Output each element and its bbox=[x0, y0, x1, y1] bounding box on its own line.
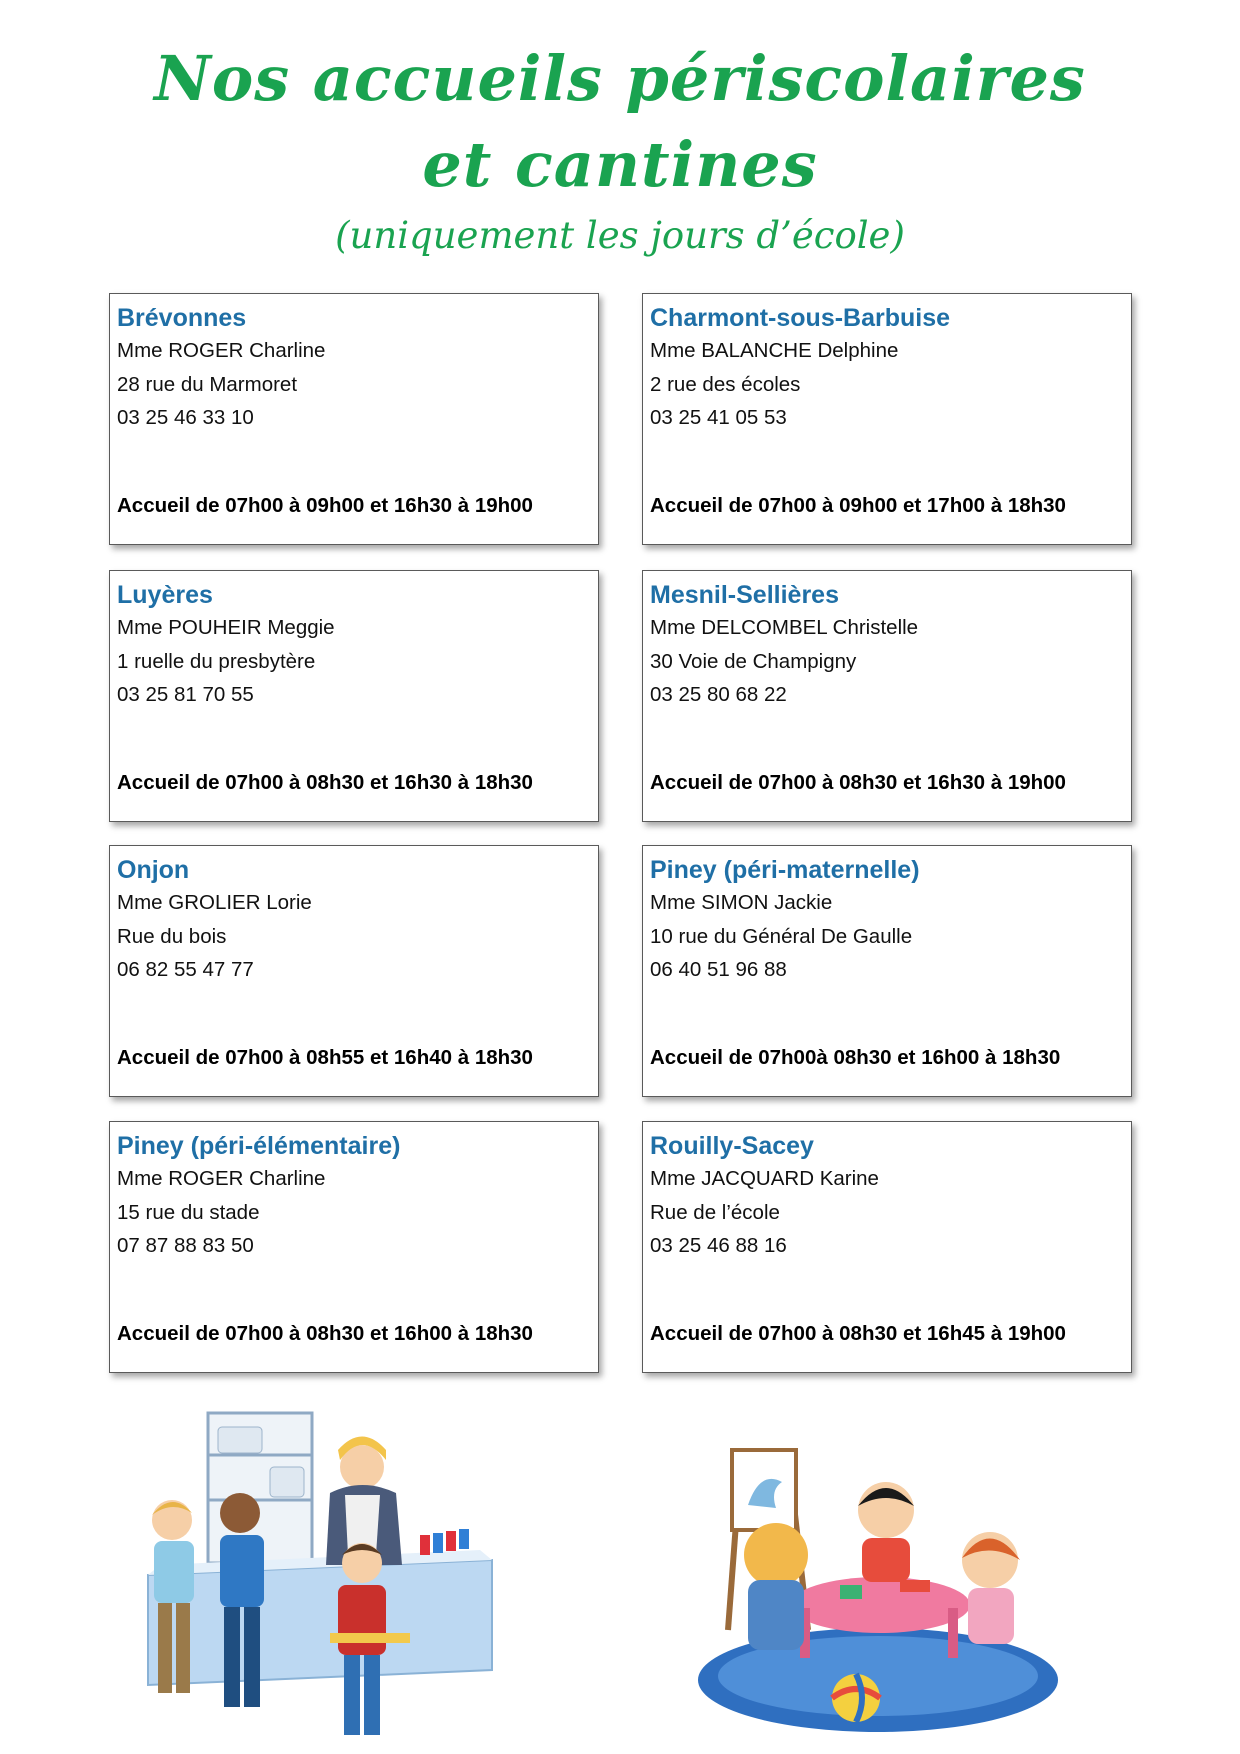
child-left-back-icon bbox=[744, 1523, 808, 1650]
card-address: 2 rue des écoles bbox=[650, 372, 801, 396]
ball-icon bbox=[832, 1674, 880, 1722]
card-title: Mesnil-Sellières bbox=[650, 581, 839, 609]
card-contact: Mme POUHEIR Meggie bbox=[117, 616, 335, 639]
card-address: 10 rue du Général De Gaulle bbox=[650, 924, 913, 948]
card-hours: Accueil de 07h00 à 09h00 et 16h30 à 19h00 bbox=[117, 494, 533, 517]
card-phone: 06 82 55 47 77 bbox=[117, 958, 254, 981]
card-title: Brévonnes bbox=[117, 304, 247, 332]
card-title: Piney (péri-maternelle) bbox=[650, 856, 920, 884]
card-phone: 03 25 41 05 53 bbox=[650, 406, 787, 429]
card-phone: 03 25 80 68 22 bbox=[650, 683, 787, 706]
page-title-line-2: et cantines bbox=[422, 128, 818, 201]
card-phone: 03 25 46 88 16 bbox=[650, 1234, 787, 1257]
card-title: Rouilly-Sacey bbox=[650, 1132, 814, 1160]
card-address: 15 rue du stade bbox=[117, 1200, 260, 1224]
page-subtitle: (uniquement les jours d’école) bbox=[335, 214, 905, 257]
card-contact: Mme SIMON Jackie bbox=[650, 891, 833, 914]
card-contact: Mme DELCOMBEL Christelle bbox=[650, 616, 919, 639]
card-title: Luyères bbox=[117, 581, 213, 609]
card-piney-peri-elementaire bbox=[109, 1121, 599, 1373]
card-contact: Mme ROGER Charline bbox=[117, 339, 326, 362]
card-hours: Accueil de 07h00à 08h30 et 16h00 à 18h30 bbox=[650, 1046, 1061, 1069]
card-onjon bbox=[109, 845, 599, 1097]
boy-center-icon bbox=[858, 1482, 914, 1582]
card-contact: Mme BALANCHE Delphine bbox=[650, 339, 899, 362]
card-address: 30 Voie de Champigny bbox=[650, 649, 857, 673]
card-contact: Mme GROLIER Lorie bbox=[117, 891, 312, 914]
card-hours: Accueil de 07h00 à 08h30 et 16h30 à 19h00 bbox=[650, 771, 1066, 794]
card-phone: 03 25 46 33 10 bbox=[117, 406, 254, 429]
card-mesnil-sellieres bbox=[642, 570, 1132, 822]
card-address: Rue du bois bbox=[117, 924, 227, 948]
card-address: 1 ruelle du presbytère bbox=[117, 649, 316, 673]
counter-icon bbox=[148, 1550, 492, 1685]
card-address: Rue de l’école bbox=[650, 1200, 780, 1224]
card-title: Charmont-sous-Barbuise bbox=[650, 304, 951, 332]
card-address: 28 rue du Marmoret bbox=[117, 372, 298, 396]
card-charmont-sous-barbuise bbox=[642, 293, 1132, 545]
card-luyeres bbox=[109, 570, 599, 822]
card-title: Piney (péri-élémentaire) bbox=[117, 1132, 401, 1160]
canteen-illustration bbox=[140, 1405, 500, 1745]
card-title: Onjon bbox=[117, 856, 190, 884]
card-phone: 03 25 81 70 55 bbox=[117, 683, 254, 706]
children-playing-illustration bbox=[690, 1430, 1070, 1740]
card-phone: 06 40 51 96 88 bbox=[650, 958, 787, 981]
card-hours: Accueil de 07h00 à 08h30 et 16h45 à 19h00 bbox=[650, 1322, 1066, 1345]
card-hours: Accueil de 07h00 à 09h00 et 17h00 à 18h30 bbox=[650, 494, 1066, 517]
card-piney-peri-maternelle bbox=[642, 845, 1132, 1097]
card-hours: Accueil de 07h00 à 08h30 et 16h30 à 18h30 bbox=[117, 771, 533, 794]
card-rouilly-sacey bbox=[642, 1121, 1132, 1373]
card-contact: Mme JACQUARD Karine bbox=[650, 1167, 879, 1190]
girl-right-icon bbox=[962, 1532, 1020, 1644]
card-contact: Mme ROGER Charline bbox=[117, 1167, 326, 1190]
card-phone: 07 87 88 83 50 bbox=[117, 1234, 254, 1257]
card-brevonnes bbox=[109, 293, 599, 545]
card-hours: Accueil de 07h00 à 08h55 et 16h40 à 18h30 bbox=[117, 1046, 533, 1069]
card-hours: Accueil de 07h00 à 08h30 et 16h00 à 18h30 bbox=[117, 1322, 533, 1345]
page-title: Nos accueils périscolaires bbox=[154, 42, 1086, 115]
